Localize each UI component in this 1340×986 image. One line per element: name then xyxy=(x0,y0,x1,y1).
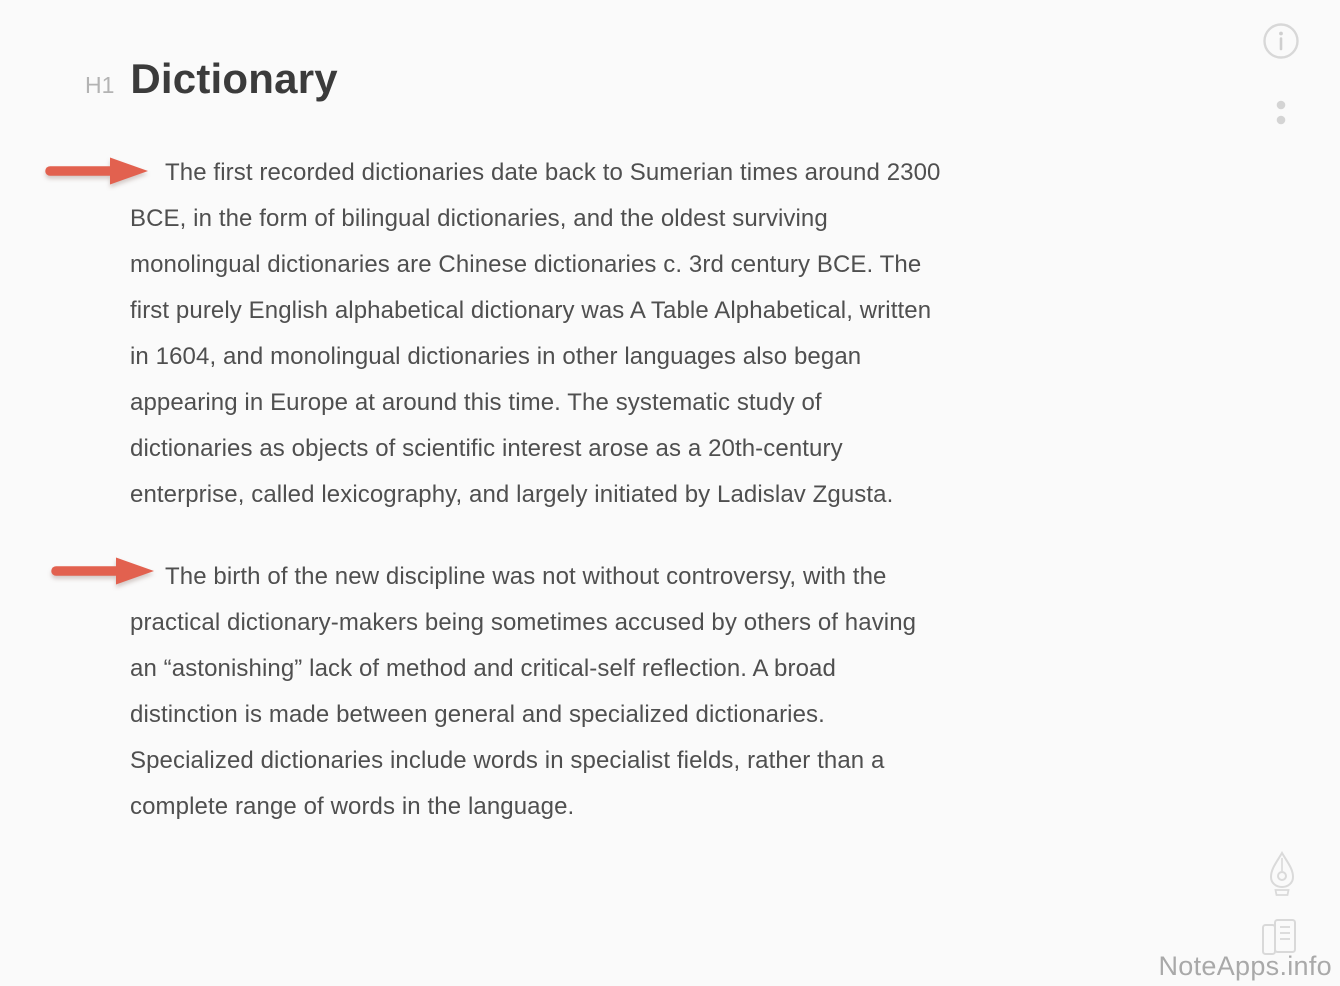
h1-block-badge: H1 xyxy=(85,72,115,98)
paragraph-line[interactable]: complete range of words in the language. xyxy=(130,793,575,820)
paragraph-line[interactable]: dictionaries as objects of scientific interest arose as a 20th-century xyxy=(130,435,843,462)
watermark: NoteApps.info xyxy=(1158,951,1332,981)
paragraph-2[interactable] xyxy=(130,554,1120,830)
paragraph-line[interactable]: practical dictionary-makers being sometimes accused by others of having xyxy=(130,609,917,636)
paragraph-line[interactable]: in 1604, and monolingual dictionaries in other languages also began xyxy=(130,343,862,370)
paragraph-line[interactable]: appearing in Europe at around this time. The systematic study of xyxy=(130,389,822,416)
info-button[interactable] xyxy=(1261,21,1301,61)
paragraph-line[interactable]: The birth of the new discipline was not without controversy, with the xyxy=(165,563,887,590)
paragraph-line[interactable]: Specialized dictionaries include words in specialist fields, rather than a xyxy=(130,747,885,774)
more-options-button[interactable] xyxy=(1272,96,1290,130)
more-options-icon xyxy=(1272,96,1290,130)
paragraph-line[interactable]: enterprise, called lexicography, and largely initiated by Ladislav Zgusta. xyxy=(130,481,894,508)
paragraph-1[interactable] xyxy=(130,150,1120,518)
paragraph-line[interactable]: The first recorded dictionaries date back to Sumerian times around 2300 xyxy=(165,159,941,186)
info-icon xyxy=(1261,21,1301,61)
heading-row xyxy=(85,55,338,103)
paragraph-line[interactable]: distinction is made between general and specialized dictionaries. xyxy=(130,701,825,728)
paragraph-line[interactable]: BCE, in the form of bilingual dictionaries, and the oldest surviving xyxy=(130,205,828,232)
paragraph-line[interactable]: an “astonishing” lack of method and critical-self reflection. A broad xyxy=(130,655,836,682)
page-title[interactable]: Dictionary xyxy=(130,55,338,102)
paragraph-line[interactable]: monolingual dictionaries are Chinese dictionaries c. 3rd century BCE. The xyxy=(130,251,922,278)
pen-nib-icon xyxy=(1263,850,1301,897)
paragraph-line[interactable]: first purely English alphabetical dictionary was A Table Alphabetical, written xyxy=(130,297,932,324)
pen-tool-button[interactable] xyxy=(1263,850,1301,897)
